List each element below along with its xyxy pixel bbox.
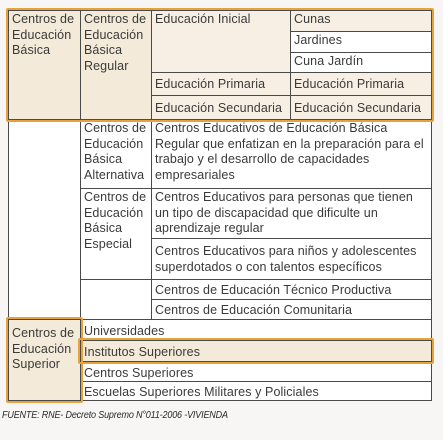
basica-continuation <box>8 119 81 320</box>
alternativa-label: Centros de Educación Básica Alternativa <box>80 119 152 189</box>
alternativa-desc: Centros Educativos de Educación Básica Regular que enfatizan en la preparación para el trabajo y el desarrollo de capacidades empresariales <box>151 119 432 189</box>
tecnico-cell: Centros de Educación Técnico Productiva <box>151 279 432 300</box>
source-note: FUENTE: RNE- Decreto Supremo N°011-2006 -VIVIENDA <box>2 409 228 421</box>
cuna-jardin-cell: Cuna Jardín <box>290 52 432 73</box>
institutos-cell: Institutos Superiores <box>80 340 432 362</box>
comunitaria-cell: Centros de Educación Comunitaria <box>151 299 432 320</box>
centros-superiores-cell: Centros Superiores <box>80 361 432 382</box>
primaria-left-cell: Educación Primaria <box>151 72 291 96</box>
universidades-cell: Universidades <box>80 319 432 341</box>
inicial-cell: Educación Inicial <box>151 10 291 73</box>
secundaria-left-cell: Educación Secundaria <box>151 95 291 120</box>
especial-desc-1: Centros Educativos para personas que tienen un tipo de discapacidad que dificulte un aprendizaje regular <box>151 188 432 239</box>
secundaria-right-cell: Educación Secundaria <box>290 95 432 120</box>
superior-label: Centros de Educación Superior <box>8 319 81 401</box>
basica-label: Centros de Educación Básica <box>8 10 81 120</box>
primaria-right-cell: Educación Primaria <box>290 72 432 96</box>
blank-mid <box>80 279 152 320</box>
cunas-cell: Cunas <box>290 10 432 32</box>
especial-desc-2: Centros Educativos para niños y adolescentes superdotados o con talentos específicos <box>151 238 432 280</box>
especial-label: Centros de Educación Básica Especial <box>80 188 152 280</box>
jardines-cell: Jardines <box>290 31 432 53</box>
escuelas-cell: Escuelas Superiores Militares y Policiales <box>80 381 432 401</box>
regular-label: Centros de Educación Básica Regular <box>80 10 152 120</box>
